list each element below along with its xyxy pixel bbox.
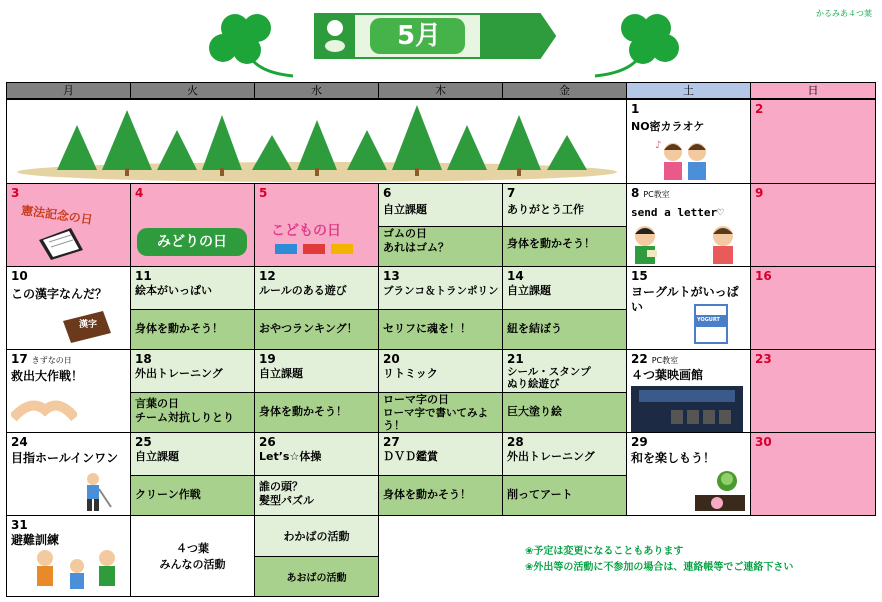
event-label: 避難訓練 (11, 533, 60, 547)
top-activity: 自立課題 (259, 367, 303, 380)
day-9[interactable] (750, 183, 876, 267)
day-number: 12 (259, 269, 276, 283)
day-number: 28 (507, 435, 524, 449)
day-number: 14 (507, 269, 524, 283)
holiday-badge-text: みどりの日 (137, 228, 247, 256)
top-activity: 自立課題 (383, 203, 427, 216)
day-17[interactable] (6, 349, 131, 433)
day-number: 8 PC教室 (631, 186, 670, 200)
day-number: 10 (11, 269, 28, 283)
top-activity: ＤＶＤ鑑賞 (383, 450, 438, 463)
day-number: 25 (135, 435, 152, 449)
top-activity: Let’s☆体操 (259, 450, 322, 463)
day-number: 11 (135, 269, 152, 283)
day-number: 15 (631, 269, 648, 283)
bottom-activity: 身体を動かそう！ (507, 237, 595, 250)
carp-streamer-icon (275, 240, 355, 258)
yogurt-label: YOGURT (697, 317, 720, 323)
bottom-activity-area (379, 309, 502, 349)
evacuation-drill-icon (27, 548, 127, 596)
holiday-badge-text: 憲法記念の日 (20, 203, 94, 227)
day-number: 21 (507, 352, 524, 366)
day-number: 26 (259, 435, 276, 449)
weekday-fri: 金 (502, 82, 627, 99)
bottom-activity: 身体を動かそう！ (259, 405, 347, 418)
bottom-activity: 巨大塗り絵 (507, 405, 562, 418)
bottom-activity: セリフに魂を！！ (383, 322, 471, 335)
legend-wakaba (254, 515, 379, 557)
svg-text:♪: ♪ (655, 140, 662, 151)
book-title: 漢字 (79, 320, 98, 330)
legend-aoba-label: あおばの活動 (286, 573, 347, 584)
day-23[interactable] (750, 349, 876, 433)
day-number: 4 (135, 186, 144, 200)
day-29[interactable] (626, 432, 751, 516)
day-number: 7 (507, 186, 516, 200)
bottom-activity-area (379, 392, 502, 432)
day-number: 2 (755, 102, 764, 116)
event-tag: きずなの日 (31, 356, 72, 365)
day-6[interactable] (378, 183, 503, 267)
bottom-activity: 身体を動かそう！ (135, 322, 223, 335)
note-schedule-change: ❀予定は変更になることもあります (525, 546, 684, 557)
bottom-activity-area (503, 226, 626, 266)
day-3[interactable] (6, 183, 131, 267)
bottom-activity: クリーン作戦 (135, 488, 201, 501)
day-number: 24 (11, 435, 28, 449)
flower-icon: ❀ (525, 562, 534, 573)
bottom-activity-area (131, 475, 254, 515)
weekday-thu: 木 (378, 82, 503, 99)
top-activity: 自立課題 (135, 450, 179, 463)
day-10[interactable] (6, 266, 131, 350)
event-tag: PC教室 (643, 190, 670, 199)
event-label: 目指ホールインワン (11, 451, 119, 465)
top-activity: ルールのある遊び (259, 284, 347, 297)
event-label: 和を楽しもう！ (631, 451, 716, 465)
day-number: 5 (259, 186, 268, 200)
forest-banner (6, 99, 627, 184)
top-activity: リトミック (383, 367, 438, 380)
top-activity: 外出トレーニング (135, 367, 223, 380)
day-15[interactable] (626, 266, 751, 350)
day-5[interactable] (254, 183, 379, 267)
bottom-activity-area (255, 309, 378, 349)
day-31[interactable] (6, 515, 131, 597)
day-number: 23 (755, 352, 772, 366)
top-activity: 自立課題 (507, 284, 551, 297)
day-30[interactable] (750, 432, 876, 516)
top-activity: ブランコ＆トランポリン (383, 285, 499, 297)
legend-yotsuba-line2: みんなの活動 (159, 558, 226, 571)
constitution-book-icon (37, 226, 85, 262)
bottom-activity: 言葉の日 (135, 397, 179, 410)
weekday-sat: 土 (626, 82, 751, 99)
bottom-activity: 削ってアート (507, 488, 573, 501)
day-number: 30 (755, 435, 772, 449)
legend-aoba (254, 556, 379, 597)
day-12[interactable] (254, 266, 379, 350)
top-activity: シール・スタンプ (507, 366, 591, 378)
top-activity: ありがとう工作 (507, 203, 584, 216)
event-label: send a letter♡ (631, 206, 724, 219)
title-banner (195, 6, 725, 82)
golfer-icon (73, 471, 113, 513)
bottom-activity: 身体を動かそう！ (383, 488, 471, 501)
bottom-activity-line2: ローマ字で書いてみよ (383, 407, 488, 419)
legend-yotsuba (130, 515, 255, 597)
event-label: この漢字なんだ？ (11, 287, 108, 301)
day-28[interactable] (502, 432, 627, 516)
day-4[interactable] (130, 183, 255, 267)
day-26[interactable] (254, 432, 379, 516)
weekday-tue: 火 (130, 82, 255, 99)
brand-label: かるみあ４つ葉 (816, 9, 872, 18)
bottom-activity: おやつランキング！ (259, 322, 358, 335)
event-label: ヨーグルトがいっぱ (631, 285, 739, 299)
day-14[interactable] (502, 266, 627, 350)
weekday-sun: 日 (750, 82, 876, 99)
bottom-activity-area (131, 392, 254, 432)
tea-ceremony-icon (691, 469, 749, 515)
forest-icon (7, 100, 626, 183)
day-18[interactable] (130, 349, 255, 433)
yogurt-cup-icon (689, 301, 733, 347)
bottom-activity-area (379, 226, 502, 266)
day-number: 16 (755, 269, 772, 283)
event-label-line2: い (631, 300, 644, 314)
bottom-activity-area (255, 475, 378, 515)
day-8[interactable] (626, 183, 751, 267)
day-number: 3 (11, 186, 20, 200)
event-label: 救出大作戦！ (11, 369, 84, 383)
day-2[interactable] (750, 99, 876, 184)
bottom-activity-area (131, 309, 254, 349)
bottom-activity: ゴムの日 (383, 227, 427, 240)
top-activity: 外出トレーニング (507, 450, 595, 463)
day-22[interactable] (626, 349, 751, 433)
day-number: 1 (631, 102, 640, 116)
top-activity-line2: ぬり絵遊び (507, 378, 560, 390)
note-absence-contact: ❀外出等の活動に不参加の場合は、連絡帳等でご連絡下さい (525, 562, 794, 573)
top-activity: 絵本がいっぱい (135, 284, 212, 297)
day-number: 22 PC教室 (631, 352, 679, 366)
flower-icon: ❀ (525, 546, 534, 557)
day-13[interactable] (378, 266, 503, 350)
day-25[interactable] (130, 432, 255, 516)
bottom-activity-area (503, 475, 626, 515)
bottom-activity: 紐を結ぼう (507, 322, 562, 335)
bottom-activity-area (503, 309, 626, 349)
karaoke-singers-icon (655, 138, 715, 182)
clover-decoration (195, 6, 725, 82)
letter-people-icon (629, 222, 747, 266)
bottom-activity-area (503, 392, 626, 432)
day-number: 20 (383, 352, 400, 366)
day-1[interactable] (626, 99, 751, 184)
weekday-wed: 水 (254, 82, 379, 99)
bottom-activity-line3: う！ (383, 419, 405, 432)
day-11[interactable] (130, 266, 255, 350)
day-number: 9 (755, 186, 764, 200)
bottom-activity-line2: あれはゴム？ (383, 241, 449, 254)
bottom-activity: 誰の頭？ (259, 480, 303, 493)
event-tag: PC教室 (651, 356, 679, 365)
day-number: 31 (11, 518, 28, 532)
holiday-badge-text: こどもの日 (271, 223, 341, 239)
bottom-activity-line2: チーム対抗しりとり (135, 411, 234, 424)
bottom-activity-area (255, 392, 378, 432)
day-20[interactable] (378, 349, 503, 433)
weekday-mon: 月 (6, 82, 131, 99)
day-16[interactable] (750, 266, 876, 350)
day-number: 27 (383, 435, 400, 449)
day-number: 17 きずなの日 (11, 352, 72, 366)
bottom-activity-line2: 髪型パズル (259, 494, 314, 507)
month-title: 5月 (396, 21, 442, 51)
holding-hands-icon (11, 388, 77, 430)
event-label: ４つ葉映画館 (631, 368, 704, 382)
event-label: NO密カラオケ (631, 120, 705, 133)
day-19[interactable] (254, 349, 379, 433)
day-number: 6 (383, 186, 392, 200)
day-number: 18 (135, 352, 152, 366)
day-7[interactable] (502, 183, 627, 267)
bottom-activity: ローマ字の日 (383, 393, 449, 406)
day-24[interactable] (6, 432, 131, 516)
day-number: 29 (631, 435, 648, 449)
legend-yotsuba-line1: ４つ葉 (176, 542, 209, 555)
movie-theater-icon (631, 386, 743, 432)
bottom-activity-area (379, 475, 502, 515)
day-21[interactable] (502, 349, 627, 433)
day-number: 19 (259, 352, 276, 366)
day-27[interactable] (378, 432, 503, 516)
legend-wakaba-label: わかばの活動 (283, 530, 350, 543)
day-number: 13 (383, 269, 400, 283)
